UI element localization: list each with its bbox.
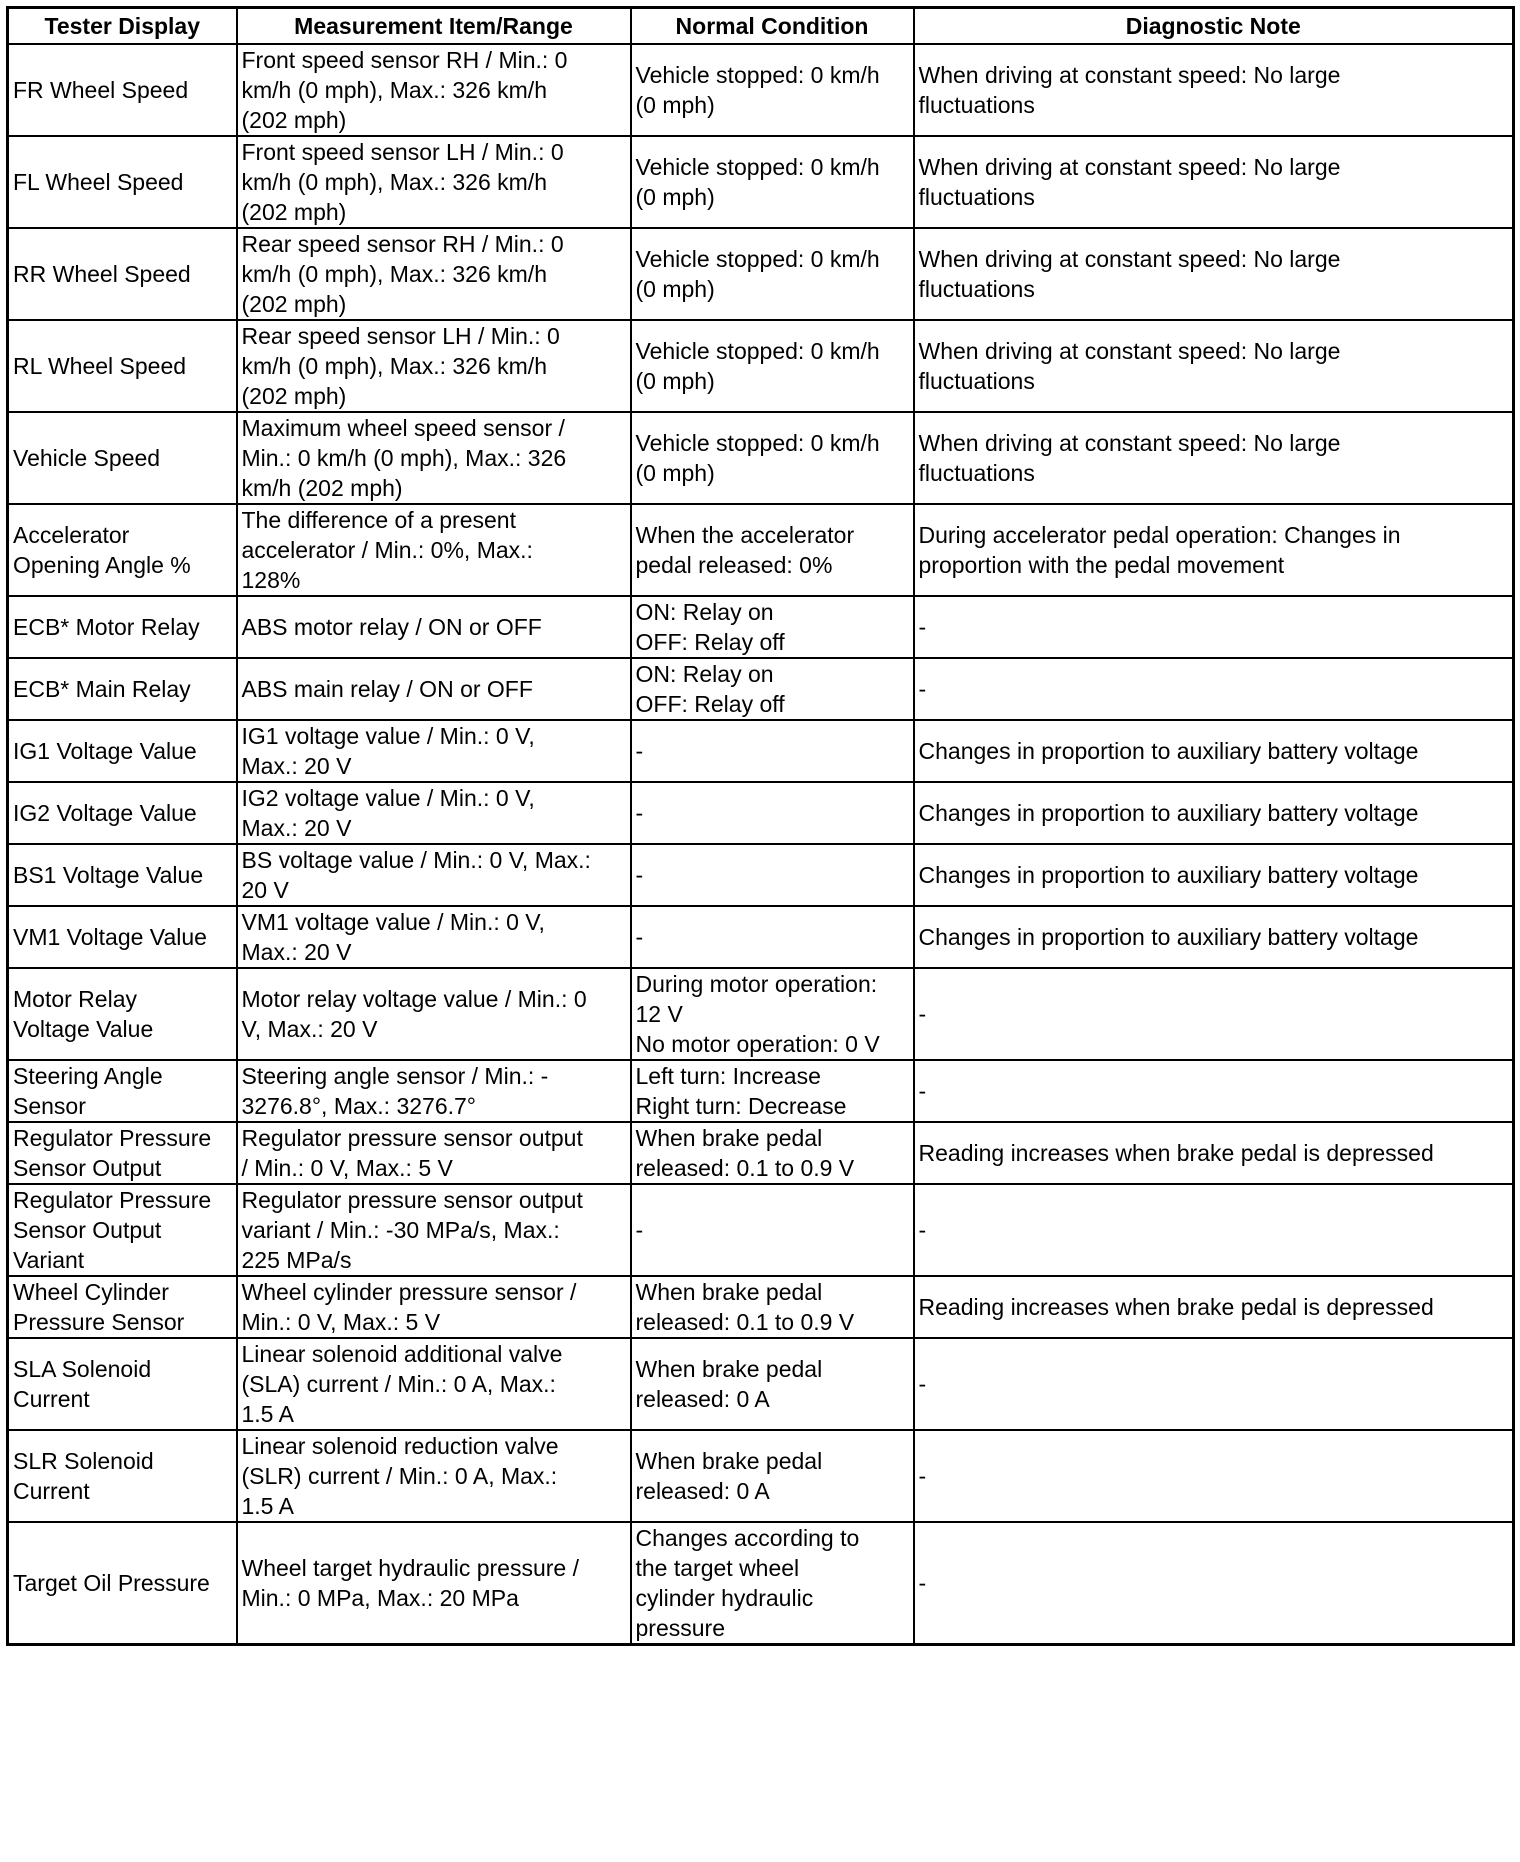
diagnostic-note-cell: When driving at constant speed: No large fluctuations	[914, 44, 1514, 136]
table-row	[8, 1338, 1514, 1430]
table-row	[8, 596, 1514, 658]
header-row	[8, 8, 1514, 45]
normal-condition-cell: -	[631, 844, 914, 906]
tester-display-cell: Steering Angle Sensor	[8, 1060, 237, 1122]
tester-display-cell: SLA Solenoid Current	[8, 1338, 237, 1430]
diagnostic-note-cell: -	[914, 968, 1514, 1060]
table-row	[8, 906, 1514, 968]
tester-display-cell: ECB* Main Relay	[8, 658, 237, 720]
normal-condition-cell: Changes according to the target wheel cylinder hydraulic pressure	[631, 1522, 914, 1645]
tester-display-cell: Regulator Pressure Sensor Output Variant	[8, 1184, 237, 1276]
table-row	[8, 412, 1514, 504]
measurement-item-cell: Regulator pressure sensor output / Min.: 0 V, Max.: 5 V	[237, 1122, 631, 1184]
table-row	[8, 1184, 1514, 1276]
tester-display-cell: Wheel Cylinder Pressure Sensor	[8, 1276, 237, 1338]
measurement-item-cell: Wheel cylinder pressure sensor / Min.: 0 V, Max.: 5 V	[237, 1276, 631, 1338]
measurement-item-cell: Motor relay voltage value / Min.: 0 V, Max.: 20 V	[237, 968, 631, 1060]
diagnostic-note-cell: -	[914, 1522, 1514, 1645]
diagnostic-note-cell: When driving at constant speed: No large fluctuations	[914, 136, 1514, 228]
measurement-item-cell: Linear solenoid reduction valve (SLR) current / Min.: 0 A, Max.: 1.5 A	[237, 1430, 631, 1522]
measurement-item-cell: BS voltage value / Min.: 0 V, Max.: 20 V	[237, 844, 631, 906]
table-row	[8, 720, 1514, 782]
tester-display-cell: Regulator Pressure Sensor Output	[8, 1122, 237, 1184]
diagnostic-note-cell: Changes in proportion to auxiliary battery voltage	[914, 720, 1514, 782]
tester-display-cell: SLR Solenoid Current	[8, 1430, 237, 1522]
normal-condition-cell: When brake pedal released: 0.1 to 0.9 V	[631, 1276, 914, 1338]
table-row	[8, 136, 1514, 228]
table-row	[8, 1522, 1514, 1645]
measurement-item-cell: Steering angle sensor / Min.: - 3276.8°, Max.: 3276.7°	[237, 1060, 631, 1122]
measurement-item-cell: The difference of a present accelerator / Min.: 0%, Max.: 128%	[237, 504, 631, 596]
table-row	[8, 1430, 1514, 1522]
normal-condition-cell: When the accelerator pedal released: 0%	[631, 504, 914, 596]
table-row	[8, 44, 1514, 136]
measurement-item-cell: Maximum wheel speed sensor / Min.: 0 km/h (0 mph), Max.: 326 km/h (202 mph)	[237, 412, 631, 504]
tester-display-cell: Motor Relay Voltage Value	[8, 968, 237, 1060]
diagnostic-note-cell: When driving at constant speed: No large fluctuations	[914, 412, 1514, 504]
tester-display-cell: IG2 Voltage Value	[8, 782, 237, 844]
normal-condition-cell: -	[631, 782, 914, 844]
diagnostic-note-cell: When driving at constant speed: No large fluctuations	[914, 320, 1514, 412]
header-normal-condition: Normal Condition	[631, 8, 914, 45]
normal-condition-cell: During motor operation: 12 V No motor operation: 0 V	[631, 968, 914, 1060]
diagnostic-note-cell: Changes in proportion to auxiliary battery voltage	[914, 844, 1514, 906]
normal-condition-cell: Vehicle stopped: 0 km/h (0 mph)	[631, 412, 914, 504]
normal-condition-cell: Vehicle stopped: 0 km/h (0 mph)	[631, 228, 914, 320]
measurement-item-cell: Rear speed sensor RH / Min.: 0 km/h (0 mph), Max.: 326 km/h (202 mph)	[237, 228, 631, 320]
diagnostic-note-cell: Changes in proportion to auxiliary battery voltage	[914, 906, 1514, 968]
tester-display-cell: Vehicle Speed	[8, 412, 237, 504]
measurement-item-cell: ABS motor relay / ON or OFF	[237, 596, 631, 658]
normal-condition-cell: Vehicle stopped: 0 km/h (0 mph)	[631, 320, 914, 412]
normal-condition-cell: -	[631, 906, 914, 968]
table-row	[8, 1276, 1514, 1338]
normal-condition-cell: ON: Relay on OFF: Relay off	[631, 658, 914, 720]
diagnostic-note-cell: Reading increases when brake pedal is depressed	[914, 1122, 1514, 1184]
header-measurement-item-range: Measurement Item/Range	[237, 8, 631, 45]
normal-condition-cell: Vehicle stopped: 0 km/h (0 mph)	[631, 44, 914, 136]
measurement-item-cell: ABS main relay / ON or OFF	[237, 658, 631, 720]
data-list-table-container	[6, 6, 1512, 1646]
tester-display-cell: RL Wheel Speed	[8, 320, 237, 412]
diagnostic-note-cell: -	[914, 1060, 1514, 1122]
diagnostic-note-cell: Reading increases when brake pedal is depressed	[914, 1276, 1514, 1338]
normal-condition-cell: -	[631, 720, 914, 782]
header-diagnostic-note: Diagnostic Note	[914, 8, 1514, 45]
measurement-item-cell: IG1 voltage value / Min.: 0 V, Max.: 20 V	[237, 720, 631, 782]
normal-condition-cell: Left turn: Increase Right turn: Decrease	[631, 1060, 914, 1122]
normal-condition-cell: When brake pedal released: 0.1 to 0.9 V	[631, 1122, 914, 1184]
tester-display-cell: BS1 Voltage Value	[8, 844, 237, 906]
diagnostic-note-cell: -	[914, 596, 1514, 658]
normal-condition-cell: When brake pedal released: 0 A	[631, 1338, 914, 1430]
tester-display-cell: RR Wheel Speed	[8, 228, 237, 320]
table-row	[8, 844, 1514, 906]
measurement-item-cell: IG2 voltage value / Min.: 0 V, Max.: 20 V	[237, 782, 631, 844]
tester-display-cell: Target Oil Pressure	[8, 1522, 237, 1645]
measurement-item-cell: Front speed sensor RH / Min.: 0 km/h (0 mph), Max.: 326 km/h (202 mph)	[237, 44, 631, 136]
table-row	[8, 658, 1514, 720]
diagnostic-note-cell: Changes in proportion to auxiliary battery voltage	[914, 782, 1514, 844]
normal-condition-cell: ON: Relay on OFF: Relay off	[631, 596, 914, 658]
measurement-item-cell: Regulator pressure sensor output variant / Min.: -30 MPa/s, Max.: 225 MPa/s	[237, 1184, 631, 1276]
data-list-table	[6, 6, 1515, 1646]
measurement-item-cell: Wheel target hydraulic pressure / Min.: 0 MPa, Max.: 20 MPa	[237, 1522, 631, 1645]
measurement-item-cell: Linear solenoid additional valve (SLA) current / Min.: 0 A, Max.: 1.5 A	[237, 1338, 631, 1430]
diagnostic-note-cell: When driving at constant speed: No large fluctuations	[914, 228, 1514, 320]
table-row	[8, 320, 1514, 412]
normal-condition-cell: -	[631, 1184, 914, 1276]
diagnostic-note-cell: -	[914, 1338, 1514, 1430]
table-row	[8, 504, 1514, 596]
diagnostic-note-cell: During accelerator pedal operation: Changes in proportion with the pedal movement	[914, 504, 1514, 596]
diagnostic-note-cell: -	[914, 1430, 1514, 1522]
table-header	[8, 8, 1514, 45]
table-row	[8, 228, 1514, 320]
tester-display-cell: Accelerator Opening Angle %	[8, 504, 237, 596]
diagnostic-note-cell: -	[914, 1184, 1514, 1276]
tester-display-cell: FL Wheel Speed	[8, 136, 237, 228]
tester-display-cell: FR Wheel Speed	[8, 44, 237, 136]
table-row	[8, 1122, 1514, 1184]
measurement-item-cell: Front speed sensor LH / Min.: 0 km/h (0 mph), Max.: 326 km/h (202 mph)	[237, 136, 631, 228]
tester-display-cell: ECB* Motor Relay	[8, 596, 237, 658]
measurement-item-cell: Rear speed sensor LH / Min.: 0 km/h (0 mph), Max.: 326 km/h (202 mph)	[237, 320, 631, 412]
measurement-item-cell: VM1 voltage value / Min.: 0 V, Max.: 20 V	[237, 906, 631, 968]
table-row	[8, 782, 1514, 844]
tester-display-cell: VM1 Voltage Value	[8, 906, 237, 968]
header-tester-display: Tester Display	[8, 8, 237, 45]
diagnostic-note-cell: -	[914, 658, 1514, 720]
normal-condition-cell: Vehicle stopped: 0 km/h (0 mph)	[631, 136, 914, 228]
table-row	[8, 968, 1514, 1060]
tester-display-cell: IG1 Voltage Value	[8, 720, 237, 782]
table-row	[8, 1060, 1514, 1122]
normal-condition-cell: When brake pedal released: 0 A	[631, 1430, 914, 1522]
table-body	[8, 44, 1514, 1645]
